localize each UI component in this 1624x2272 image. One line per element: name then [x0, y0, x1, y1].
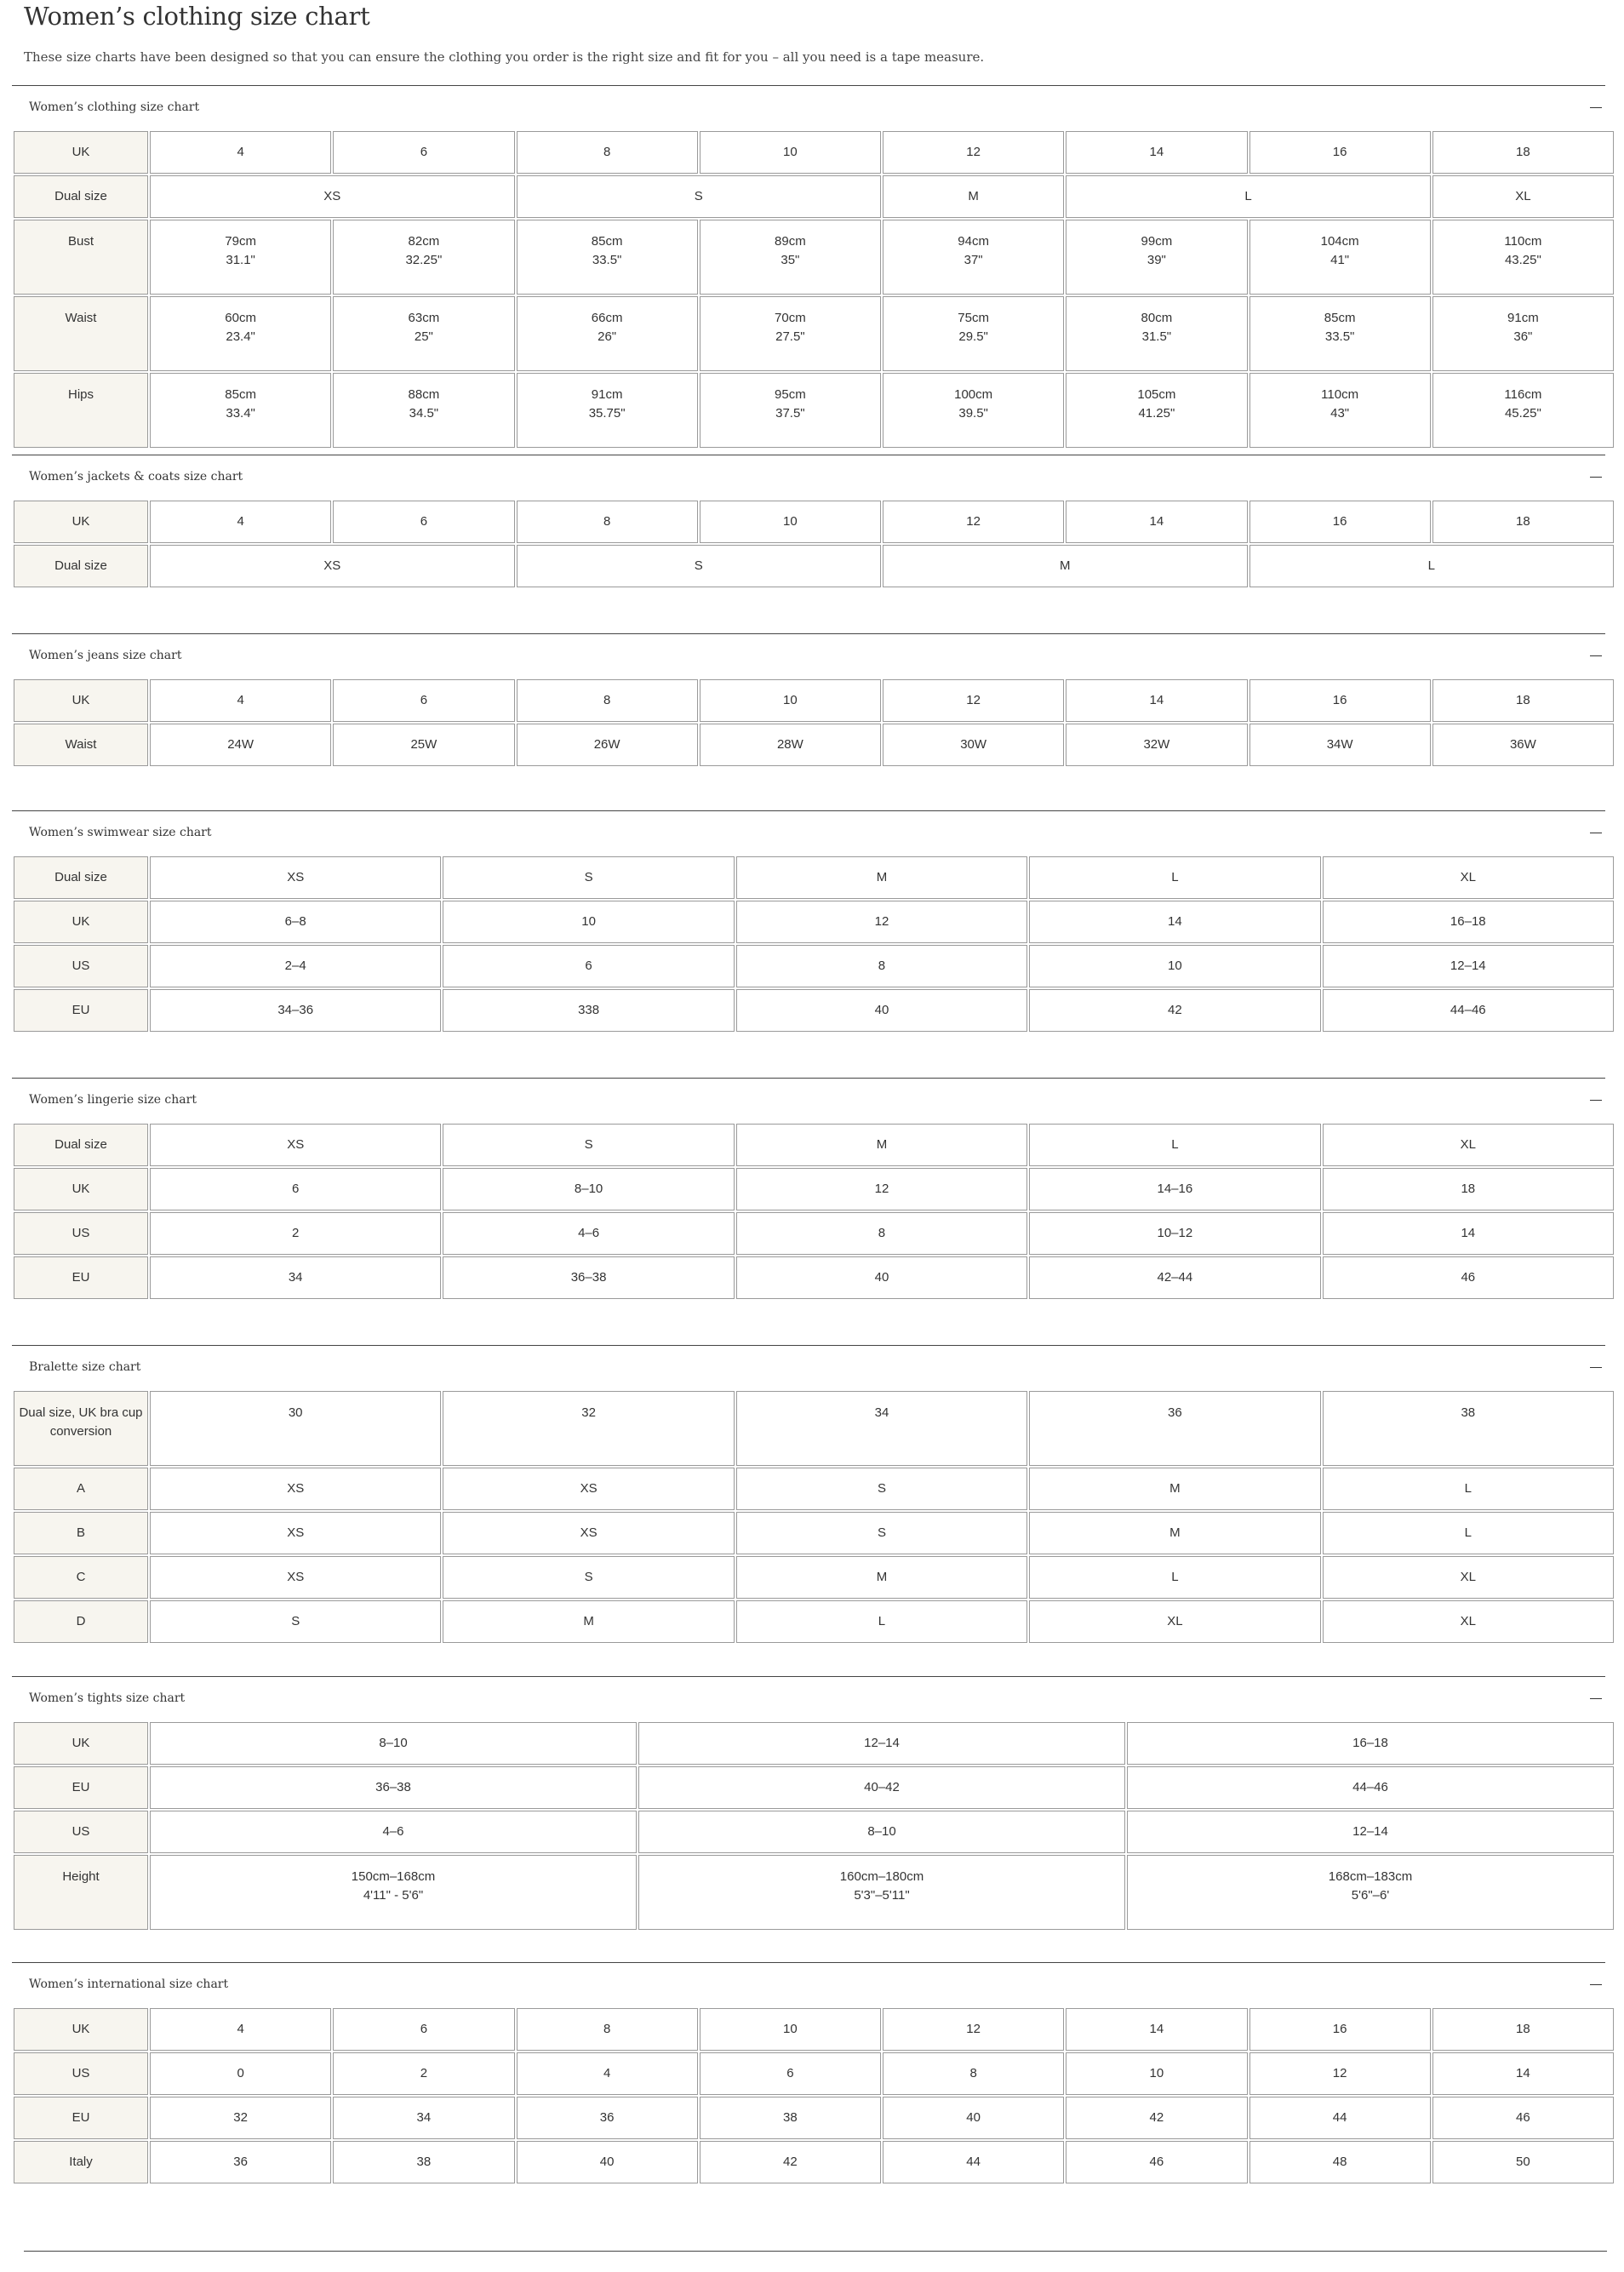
table-cell: 18: [1432, 131, 1614, 174]
size-table-jeans: [12, 678, 1615, 768]
row-label: UK: [14, 1722, 148, 1765]
row-label: Waist: [14, 296, 148, 371]
table-cell: 85cm 33.5": [1249, 296, 1431, 371]
table-cell: 40: [736, 1256, 1027, 1299]
row-label: EU: [14, 1256, 148, 1299]
section-title: Women’s international size chart: [29, 1977, 229, 1991]
collapse-minus-icon[interactable]: [1590, 107, 1602, 108]
table-cell: 10: [700, 2008, 881, 2051]
section-divider: [12, 1345, 1605, 1346]
table-cell: 6: [333, 2008, 514, 2051]
table-cell: 28W: [700, 724, 881, 766]
table-cell: M: [736, 1556, 1027, 1599]
table-cell: 10: [443, 901, 734, 943]
table-cell: 4: [150, 679, 331, 722]
section-title: Bralette size chart: [29, 1360, 141, 1374]
table-row: [14, 1600, 1614, 1643]
table-cell: 14: [1029, 901, 1320, 943]
table-cell: 14: [1066, 131, 1247, 174]
row-label: Italy: [14, 2141, 148, 2183]
table-cell: 10–12: [1029, 1212, 1320, 1255]
table-cell: 2–4: [150, 945, 441, 987]
table-cell: XS: [150, 1468, 441, 1510]
table-cell: S: [736, 1512, 1027, 1554]
table-cell: 50: [1432, 2141, 1614, 2183]
table-cell: 40: [517, 2141, 698, 2183]
table-cell: 6: [700, 2052, 881, 2095]
table-cell: 18: [1323, 1168, 1614, 1210]
table-cell: M: [736, 856, 1027, 899]
row-label: Height: [14, 1855, 148, 1930]
section-title: Women’s jackets & coats size chart: [29, 470, 243, 484]
table-cell: 8: [736, 1212, 1027, 1255]
table-cell: 4: [517, 2052, 698, 2095]
table-cell: 85cm 33.4": [150, 373, 331, 448]
table-row: [14, 296, 1614, 371]
table-row: [14, 901, 1614, 943]
row-label: US: [14, 945, 148, 987]
table-cell: XL: [1323, 856, 1614, 899]
table-row: [14, 2141, 1614, 2183]
table-cell: 36–38: [443, 1256, 734, 1299]
table-cell: L: [1029, 1556, 1320, 1599]
table-row: [14, 220, 1614, 295]
table-cell: 8: [517, 2008, 698, 2051]
table-cell: 10: [1029, 945, 1320, 987]
row-label: Waist: [14, 724, 148, 766]
table-cell: 18: [1432, 2008, 1614, 2051]
table-cell: M: [883, 175, 1064, 218]
table-cell: 34: [736, 1391, 1027, 1466]
row-label: US: [14, 1212, 148, 1255]
row-label: B: [14, 1512, 148, 1554]
table-cell: 12: [883, 131, 1064, 174]
table-cell: 12: [883, 679, 1064, 722]
table-cell: L: [1066, 175, 1431, 218]
table-cell: 42: [1029, 989, 1320, 1032]
table-cell: 6: [150, 1168, 441, 1210]
table-cell: 82cm 32.25": [333, 220, 514, 295]
table-cell: S: [736, 1468, 1027, 1510]
table-cell: 10: [700, 679, 881, 722]
section-header-jeans[interactable]: [12, 644, 1605, 666]
row-label: Dual size: [14, 545, 148, 587]
table-cell: 18: [1432, 501, 1614, 543]
table-cell: 40–42: [638, 1766, 1125, 1809]
table-cell: 94cm 37": [883, 220, 1064, 295]
section-title: Women’s swimwear size chart: [29, 826, 212, 839]
table-cell: 85cm 33.5": [517, 220, 698, 295]
row-label: UK: [14, 131, 148, 174]
table-cell: L: [1029, 1124, 1320, 1166]
size-table-clothing: [12, 129, 1615, 449]
table-cell: 4–6: [443, 1212, 734, 1255]
table-row: [14, 1124, 1614, 1166]
table-cell: M: [443, 1600, 734, 1643]
table-cell: 8: [736, 945, 1027, 987]
table-cell: 16–18: [1127, 1722, 1614, 1765]
table-cell: L: [1249, 545, 1615, 587]
row-label: C: [14, 1556, 148, 1599]
table-cell: 34W: [1249, 724, 1431, 766]
table-cell: XL: [1323, 1556, 1614, 1599]
table-cell: 14–16: [1029, 1168, 1320, 1210]
row-label: EU: [14, 989, 148, 1032]
table-cell: 8: [883, 2052, 1064, 2095]
table-cell: 34: [150, 1256, 441, 1299]
table-cell: XL: [1432, 175, 1614, 218]
row-label: US: [14, 1811, 148, 1853]
table-cell: XS: [150, 175, 515, 218]
table-cell: 34: [333, 2097, 514, 2139]
table-row: [14, 1168, 1614, 1210]
table-cell: 25W: [333, 724, 514, 766]
table-cell: 14: [1323, 1212, 1614, 1255]
table-cell: 12–14: [1127, 1811, 1614, 1853]
table-cell: XL: [1323, 1124, 1614, 1166]
table-cell: 2: [333, 2052, 514, 2095]
table-cell: XS: [150, 545, 515, 587]
table-row: [14, 679, 1614, 722]
table-cell: 91cm 35.75": [517, 373, 698, 448]
table-cell: L: [1323, 1512, 1614, 1554]
table-row: [14, 945, 1614, 987]
table-cell: S: [150, 1600, 441, 1643]
table-cell: M: [883, 545, 1248, 587]
table-cell: 42: [1066, 2097, 1247, 2139]
table-cell: 14: [1432, 2052, 1614, 2095]
table-cell: 80cm 31.5": [1066, 296, 1247, 371]
table-cell: XL: [1323, 1600, 1614, 1643]
row-label: UK: [14, 2008, 148, 2051]
size-table-bralette: [12, 1389, 1615, 1645]
table-cell: 8–10: [443, 1168, 734, 1210]
collapse-minus-icon[interactable]: [1590, 1367, 1602, 1368]
table-row: [14, 501, 1614, 543]
table-cell: 44: [1249, 2097, 1431, 2139]
row-label: EU: [14, 1766, 148, 1809]
table-cell: 16–18: [1323, 901, 1614, 943]
table-cell: 63cm 25": [333, 296, 514, 371]
table-cell: 12: [1249, 2052, 1431, 2095]
table-cell: 2: [150, 1212, 441, 1255]
size-table-tights: [12, 1720, 1615, 1931]
section-title: Women’s jeans size chart: [29, 649, 182, 662]
table-row: [14, 1212, 1614, 1255]
table-cell: 36: [150, 2141, 331, 2183]
table-cell: M: [736, 1124, 1027, 1166]
table-cell: 36–38: [150, 1766, 637, 1809]
row-label: EU: [14, 2097, 148, 2139]
table-cell: XL: [1029, 1600, 1320, 1643]
table-cell: M: [1029, 1468, 1320, 1510]
table-cell: 38: [700, 2097, 881, 2139]
table-cell: 8–10: [638, 1811, 1125, 1853]
table-cell: 16: [1249, 2008, 1431, 2051]
section-header-bralette[interactable]: [12, 1355, 1605, 1377]
table-cell: 99cm 39": [1066, 220, 1247, 295]
section-title: Women’s clothing size chart: [29, 100, 200, 114]
section-divider: [12, 1962, 1605, 1963]
table-cell: 168cm–183cm 5'6"–6': [1127, 1855, 1614, 1930]
table-cell: 110cm 43": [1249, 373, 1431, 448]
collapse-minus-icon[interactable]: [1590, 655, 1602, 656]
table-cell: 150cm–168cm 4'11" - 5'6": [150, 1855, 637, 1930]
table-cell: 36W: [1432, 724, 1614, 766]
size-table-lingerie: [12, 1122, 1615, 1301]
table-cell: S: [517, 175, 882, 218]
table-cell: 8–10: [150, 1722, 637, 1765]
table-row: [14, 2008, 1614, 2051]
table-row: [14, 1855, 1614, 1930]
table-cell: 44–46: [1127, 1766, 1614, 1809]
table-cell: 14: [1066, 501, 1247, 543]
table-cell: 34–36: [150, 989, 441, 1032]
table-cell: 16: [1249, 679, 1431, 722]
table-row: [14, 856, 1614, 899]
table-cell: 0: [150, 2052, 331, 2095]
table-row: [14, 1468, 1614, 1510]
table-cell: 4: [150, 501, 331, 543]
table-row: [14, 1722, 1614, 1765]
size-table-swimwear: [12, 855, 1615, 1033]
section-header-lingerie[interactable]: [12, 1088, 1605, 1110]
table-cell: 95cm 37.5": [700, 373, 881, 448]
table-cell: 110cm 43.25": [1432, 220, 1614, 295]
table-cell: 75cm 29.5": [883, 296, 1064, 371]
table-cell: 30W: [883, 724, 1064, 766]
section-header-jackets[interactable]: [12, 465, 1605, 487]
table-cell: 14: [1066, 679, 1247, 722]
table-cell: 8: [517, 679, 698, 722]
page-title: Women’s clothing size chart: [24, 2, 370, 31]
section-title: Women’s tights size chart: [29, 1691, 186, 1705]
row-label: Bust: [14, 220, 148, 295]
table-cell: 32: [150, 2097, 331, 2139]
table-cell: 6: [333, 131, 514, 174]
table-row: [14, 131, 1614, 174]
table-cell: 79cm 31.1": [150, 220, 331, 295]
table-cell: 4: [150, 131, 331, 174]
section-divider: [12, 633, 1605, 634]
table-cell: S: [443, 1124, 734, 1166]
table-cell: 116cm 45.25": [1432, 373, 1614, 448]
table-cell: 4: [150, 2008, 331, 2051]
collapse-minus-icon[interactable]: [1590, 1100, 1602, 1101]
section-divider: [12, 1078, 1605, 1079]
row-label: Dual size: [14, 175, 148, 218]
table-row: [14, 1391, 1614, 1466]
row-label: Hips: [14, 373, 148, 448]
table-cell: 18: [1432, 679, 1614, 722]
table-cell: XS: [150, 856, 441, 899]
table-row: [14, 724, 1614, 766]
table-cell: XS: [443, 1468, 734, 1510]
table-cell: 12–14: [1323, 945, 1614, 987]
table-cell: 6: [333, 679, 514, 722]
table-cell: 12: [736, 901, 1027, 943]
table-row: [14, 1766, 1614, 1809]
table-cell: 338: [443, 989, 734, 1032]
section-header-international[interactable]: [12, 1972, 1605, 1994]
table-cell: 46: [1066, 2141, 1247, 2183]
section-header-clothing[interactable]: [12, 95, 1605, 117]
row-label: UK: [14, 901, 148, 943]
table-cell: 26W: [517, 724, 698, 766]
table-cell: 100cm 39.5": [883, 373, 1064, 448]
section-divider: [12, 85, 1605, 86]
table-cell: 24W: [150, 724, 331, 766]
page-intro: These size charts have been designed so that you can ensure the clothing you order is the right size and fit for you – all you need is a tape measure.: [24, 49, 985, 65]
table-cell: 160cm–180cm 5'3"–5'11": [638, 1855, 1125, 1930]
table-cell: 16: [1249, 131, 1431, 174]
table-row: [14, 545, 1614, 587]
row-label: Dual size, UK bra cup conversion: [14, 1391, 148, 1466]
table-cell: 60cm 23.4": [150, 296, 331, 371]
size-table-jackets: [12, 499, 1615, 589]
row-label: Dual size: [14, 856, 148, 899]
table-row: [14, 2097, 1614, 2139]
table-cell: 36: [1029, 1391, 1320, 1466]
collapse-minus-icon[interactable]: [1590, 477, 1602, 478]
row-label: Dual size: [14, 1124, 148, 1166]
table-cell: 32: [443, 1391, 734, 1466]
table-cell: 36: [517, 2097, 698, 2139]
table-cell: 10: [700, 131, 881, 174]
table-row: [14, 175, 1614, 218]
table-cell: XS: [150, 1512, 441, 1554]
table-cell: 105cm 41.25": [1066, 373, 1247, 448]
table-cell: 42–44: [1029, 1256, 1320, 1299]
table-cell: 12: [736, 1168, 1027, 1210]
row-label: A: [14, 1468, 148, 1510]
collapse-minus-icon[interactable]: [1590, 1984, 1602, 1985]
table-cell: L: [736, 1600, 1027, 1643]
table-cell: 10: [1066, 2052, 1247, 2095]
section-header-tights[interactable]: [12, 1686, 1605, 1708]
table-row: [14, 1512, 1614, 1554]
table-cell: 12: [883, 501, 1064, 543]
table-cell: 40: [736, 989, 1027, 1032]
row-label: UK: [14, 501, 148, 543]
table-cell: 48: [1249, 2141, 1431, 2183]
table-cell: L: [1029, 856, 1320, 899]
table-cell: 66cm 26": [517, 296, 698, 371]
table-cell: 6–8: [150, 901, 441, 943]
table-cell: 32W: [1066, 724, 1247, 766]
table-cell: 89cm 35": [700, 220, 881, 295]
table-cell: S: [443, 856, 734, 899]
table-row: [14, 1811, 1614, 1853]
table-cell: 12–14: [638, 1722, 1125, 1765]
section-header-swimwear[interactable]: [12, 821, 1605, 843]
table-cell: S: [443, 1556, 734, 1599]
table-row: [14, 373, 1614, 448]
section-title: Women’s lingerie size chart: [29, 1093, 197, 1107]
table-cell: 44–46: [1323, 989, 1614, 1032]
table-cell: XS: [443, 1512, 734, 1554]
row-label: UK: [14, 1168, 148, 1210]
table-cell: 42: [700, 2141, 881, 2183]
table-cell: 16: [1249, 501, 1431, 543]
table-cell: 8: [517, 131, 698, 174]
table-cell: 70cm 27.5": [700, 296, 881, 371]
table-cell: 46: [1432, 2097, 1614, 2139]
row-label: UK: [14, 679, 148, 722]
table-cell: 4–6: [150, 1811, 637, 1853]
section-divider: [12, 1676, 1605, 1677]
table-cell: 44: [883, 2141, 1064, 2183]
size-table-international: [12, 2006, 1615, 2185]
table-cell: 14: [1066, 2008, 1247, 2051]
table-cell: 46: [1323, 1256, 1614, 1299]
bottom-divider: [24, 2251, 1607, 2252]
collapse-minus-icon[interactable]: [1590, 1698, 1602, 1699]
table-cell: 6: [333, 501, 514, 543]
table-cell: S: [517, 545, 882, 587]
section-divider: [12, 810, 1605, 811]
table-cell: M: [1029, 1512, 1320, 1554]
table-cell: L: [1323, 1468, 1614, 1510]
table-cell: 38: [1323, 1391, 1614, 1466]
table-cell: 91cm 36": [1432, 296, 1614, 371]
table-row: [14, 2052, 1614, 2095]
table-cell: 10: [700, 501, 881, 543]
table-cell: 104cm 41": [1249, 220, 1431, 295]
table-cell: 40: [883, 2097, 1064, 2139]
table-row: [14, 989, 1614, 1032]
table-row: [14, 1556, 1614, 1599]
table-row: [14, 1256, 1614, 1299]
table-cell: 6: [443, 945, 734, 987]
table-cell: XS: [150, 1556, 441, 1599]
table-cell: 88cm 34.5": [333, 373, 514, 448]
row-label: D: [14, 1600, 148, 1643]
table-cell: XS: [150, 1124, 441, 1166]
table-cell: 8: [517, 501, 698, 543]
table-cell: 12: [883, 2008, 1064, 2051]
table-cell: 30: [150, 1391, 441, 1466]
table-cell: 38: [333, 2141, 514, 2183]
row-label: US: [14, 2052, 148, 2095]
